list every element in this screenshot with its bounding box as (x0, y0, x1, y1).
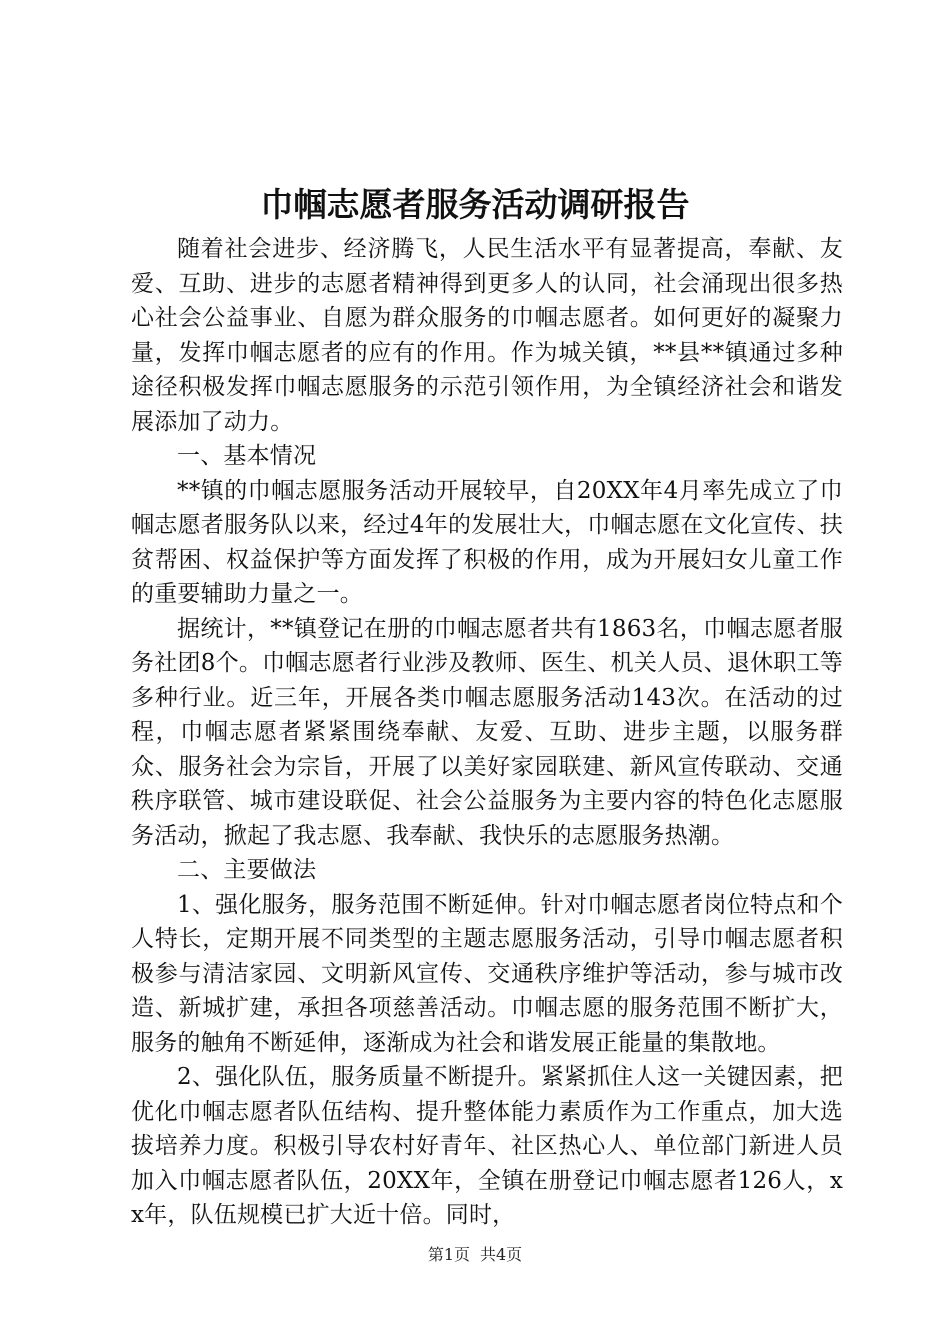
paragraph-practice-service: 1、强化服务，服务范围不断延伸。针对巾帼志愿者岗位特点和个人特长，定期开展不同类型的主题志愿服务活动，引导巾帼志愿者积极参与清洁家园、文明新风宣传、交通秩序维护等活动，参与城市改造、新城扩建，承担各项慈善活动。巾帼志愿的服务范围不断扩大，服务的触角不断延伸，逐渐成为社会和谐发展正能量的集散地。 (131, 891, 843, 1056)
page-total: 共4页 (480, 1245, 523, 1264)
paragraph-intro: 随着社会进步、经济腾飞，人民生活水平有显著提高，奉献、友爱、互助、进步的志愿者精神得到更多人的认同，社会涌现出很多热心社会公益事业、自愿为群众服务的巾帼志愿者。如何更好的凝聚力量，发挥巾帼志愿者的应有的作用。作为城关镇，**县**镇通过多种途径积极发挥巾帼志愿服务的示范引领作用，为全镇经济社会和谐发展添加了动力。 (131, 236, 843, 435)
page-footer (0, 1244, 950, 1266)
section-heading-main-practices: 二、主要做法 (177, 857, 317, 883)
document-title: 巾帼志愿者服务活动调研报告 (260, 185, 690, 224)
paragraph-statistics: 据统计，**镇登记在册的巾帼志愿者共有1863名，巾帼志愿者服务社团8个。巾帼志愿者行业涉及教师、医生、机关人员、退休职工等多种行业。近三年，开展各类巾帼志愿服务活动143次。在活动的过程，巾帼志愿者紧紧围绕奉献、友爱、互助、进步主题，以服务群众、服务社会为宗旨，开展了以美好家园联建、新风宣传联动、交通秩序联管、城市建设联促、社会公益服务为主要内容的特色化志愿服务活动，掀起了我志愿、我奉献、我快乐的志愿服务热潮。 (131, 615, 843, 849)
paragraph-practice-team: 2、强化队伍，服务质量不断提升。紧紧抓住人这一关键因素，把优化巾帼志愿者队伍结构、提升整体能力素质作为工作重点，加大选拔培养力度。积极引导农村好青年、社区热心人、单位部门新进人员加入巾帼志愿者队伍，20XX年，全镇在册登记巾帼志愿者126人，xx年，队伍规模已扩大近十倍。同时， (131, 1064, 843, 1228)
paragraph-history: **镇的巾帼志愿服务活动开展较早，自20XX年4月率先成立了巾帼志愿者服务队以来，经过4年的发展壮大，巾帼志愿在文化宣传、扶贫帮困、权益保护等方面发挥了积极的作用，成为开展妇女儿童工作的重要辅助力量之一。 (131, 477, 843, 607)
document-body (131, 232, 843, 1233)
page-number: 第1页 (427, 1245, 470, 1264)
section-heading-basic-situation: 一、基本情况 (177, 443, 317, 469)
